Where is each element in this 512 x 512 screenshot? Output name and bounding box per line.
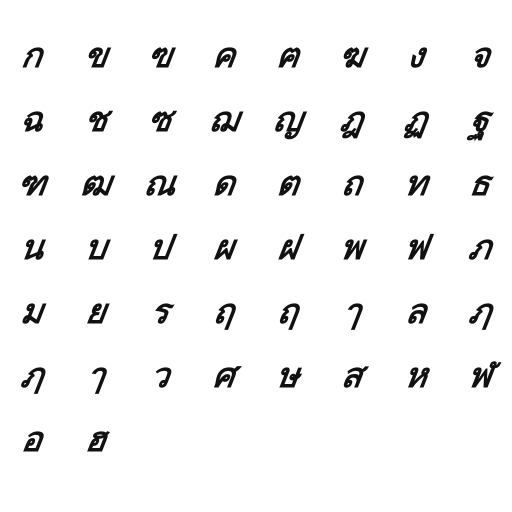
glyph-row-6: [0, 344, 512, 408]
glyph: ฑ: [15, 164, 49, 204]
glyph: ภ: [465, 228, 495, 268]
glyph: ว: [147, 356, 173, 396]
glyph: ฃ: [145, 36, 175, 76]
glyph: ผ: [211, 228, 237, 268]
glyph-row-4: [0, 216, 512, 280]
glyph: ฮ: [82, 420, 110, 460]
glyph: ฦ: [17, 356, 47, 396]
glyph: ข: [81, 36, 111, 76]
glyph: ง: [404, 36, 428, 76]
glyph: ต: [274, 164, 302, 204]
glyph-row-2: [0, 88, 512, 152]
glyph: ศ: [210, 356, 238, 396]
glyph: ๅ: [84, 356, 108, 396]
glyph: ฤ: [210, 292, 238, 332]
glyph: น: [17, 228, 47, 268]
glyph: ษ: [273, 356, 303, 396]
glyph: ก: [18, 36, 46, 76]
glyph: ญ: [270, 100, 306, 140]
glyph: ฤ: [274, 292, 302, 332]
glyph-row-3: [0, 152, 512, 216]
glyph: ฝ: [275, 228, 301, 268]
glyph: ฒ: [77, 164, 115, 204]
glyph: พ: [337, 228, 367, 268]
glyph: ม: [17, 292, 47, 332]
glyph-row-1: [0, 24, 512, 88]
glyph: ล: [402, 292, 430, 332]
glyph: ค: [209, 36, 239, 76]
glyph: ฦ: [465, 292, 495, 332]
glyph: ด: [210, 164, 238, 204]
glyph-row-7: [0, 408, 512, 472]
glyph: อ: [18, 420, 46, 460]
glyph: ถ: [338, 164, 366, 204]
glyph: ฐ: [467, 100, 493, 140]
glyph: ธ: [466, 164, 494, 204]
glyph: ฏ: [401, 100, 431, 140]
glyph: ๅ: [340, 292, 364, 332]
glyph: ร: [148, 292, 172, 332]
glyph: ณ: [141, 164, 179, 204]
glyph: ฉ: [17, 100, 47, 140]
glyph-row-5: [0, 280, 512, 344]
glyph: ส: [338, 356, 366, 396]
glyph: บ: [82, 228, 110, 268]
glyph: ฆ: [336, 36, 368, 76]
glyph: ซ: [145, 100, 175, 140]
glyph: ฬ: [465, 356, 495, 396]
glyph: ท: [401, 164, 431, 204]
glyph: ฅ: [273, 36, 303, 76]
glyph: ป: [146, 228, 174, 268]
glyph: ช: [81, 100, 111, 140]
glyph: จ: [467, 36, 493, 76]
glyph: ย: [83, 292, 109, 332]
glyph: ฟ: [401, 228, 431, 268]
glyph: ห: [401, 356, 431, 396]
glyph: ฎ: [337, 100, 367, 140]
glyph: ฌ: [206, 100, 242, 140]
